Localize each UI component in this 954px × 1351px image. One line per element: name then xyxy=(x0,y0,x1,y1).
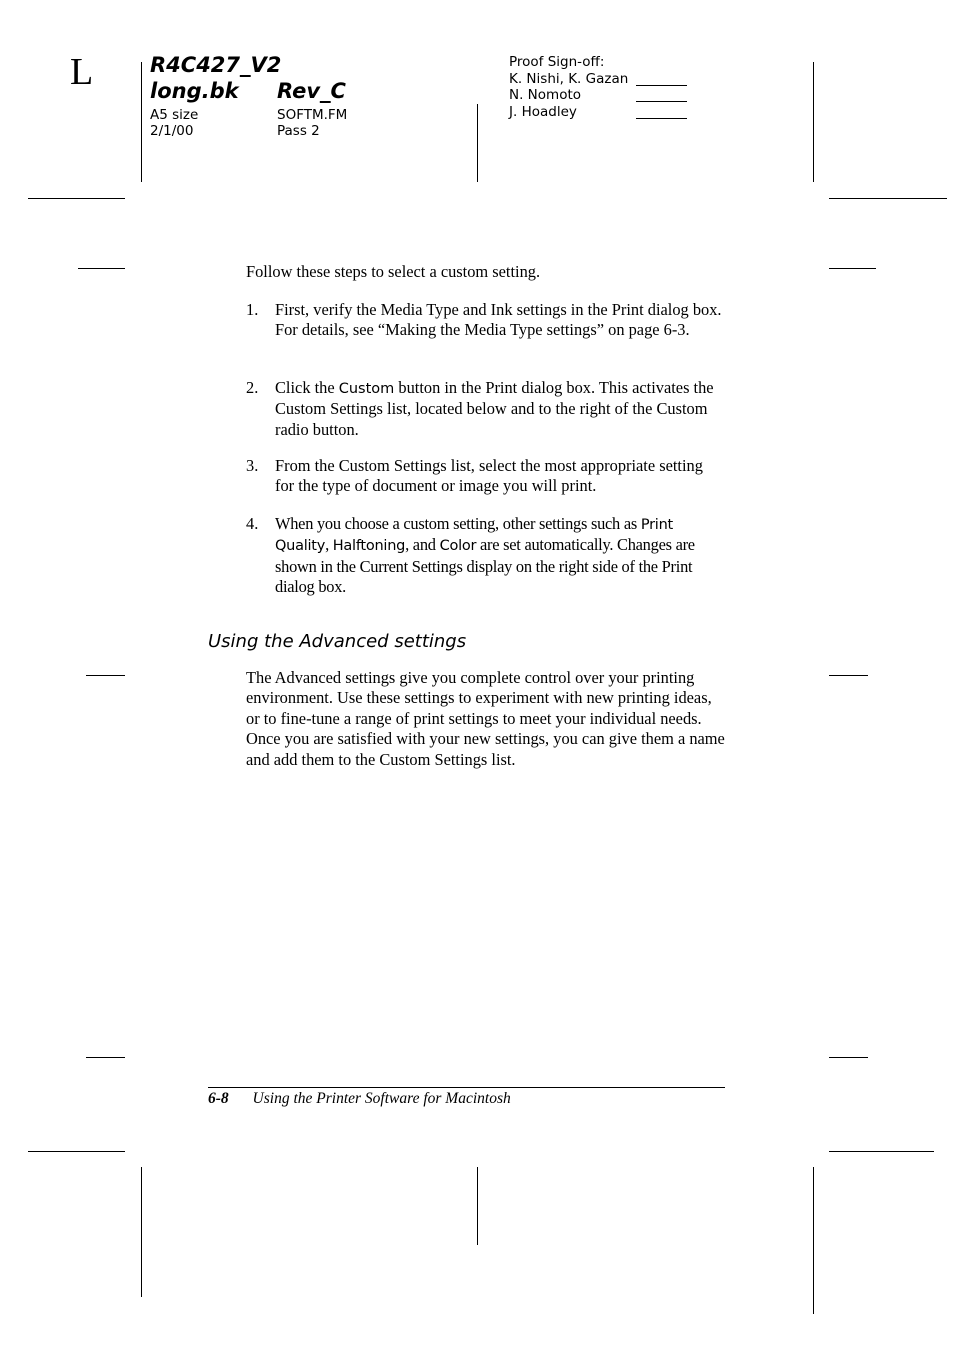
intro-text: Follow these steps to select a custom setting. xyxy=(246,262,541,281)
pass: Pass 2 xyxy=(277,123,320,139)
ui-term-color: Color xyxy=(439,538,477,555)
footer-rule xyxy=(208,1087,725,1088)
step-number: 3. xyxy=(246,456,259,475)
crop-mark xyxy=(829,1151,934,1152)
crop-mark xyxy=(813,62,814,182)
crop-mark xyxy=(141,1167,142,1297)
crop-mark xyxy=(141,62,142,182)
margin-mark xyxy=(829,1057,868,1058)
ui-term-custom: Custom xyxy=(338,381,395,397)
page-number: 6-8 xyxy=(208,1090,229,1107)
file-name: SOFTM.FM xyxy=(277,107,348,123)
step-number: 2. xyxy=(246,378,259,397)
step-4 xyxy=(246,514,726,598)
page-size: A5 size xyxy=(150,107,199,123)
ui-term-print-quality: Print Quality xyxy=(275,517,673,555)
revision: Rev_C xyxy=(277,79,346,103)
margin-mark xyxy=(829,675,868,676)
book-name: long.bk xyxy=(150,79,239,103)
margin-mark xyxy=(78,268,125,269)
proof-title: Proof Sign-off: xyxy=(509,54,605,70)
crop-mark xyxy=(28,1151,125,1152)
date: 2/1/00 xyxy=(150,123,194,139)
crop-mark xyxy=(477,104,478,182)
margin-mark xyxy=(86,1057,125,1058)
signer: K. Nishi, K. Gazan xyxy=(509,71,629,87)
signature-line xyxy=(636,118,687,119)
crop-mark xyxy=(813,1167,814,1314)
doc-id: R4C427_V2 xyxy=(150,53,282,77)
step-text: From the Custom Settings list, select the most appropriate setting for the type of document or image you will print. xyxy=(275,456,703,496)
ui-term-halftoning: Halftoning xyxy=(332,538,406,555)
crop-mark xyxy=(28,198,125,199)
signature-line xyxy=(636,85,687,86)
signer: J. Hoadley xyxy=(509,104,577,120)
chapter-title: Using the Printer Software for Macintosh xyxy=(252,1090,511,1107)
step-text: Click the Custom button in the Print dialog box. This activates the Custom Settings list, located below and to the right of the Custom radio button. xyxy=(275,378,714,439)
step-3 xyxy=(246,456,726,497)
step-text: When you choose a custom setting, other settings such as Print Quality, Halftoning, and Color are set automatically. Changes are shown in the Current Settings display on the right side of the Print dialog box. xyxy=(275,514,695,597)
margin-mark xyxy=(829,268,876,269)
section-heading: Using the Advanced settings xyxy=(208,631,467,652)
step-number: 4. xyxy=(246,514,259,533)
step-2 xyxy=(246,378,726,440)
margin-mark xyxy=(86,675,125,676)
crop-mark xyxy=(477,1167,478,1245)
footer xyxy=(208,1090,511,1108)
step-1 xyxy=(246,300,726,341)
crop-mark xyxy=(829,198,947,199)
signature-line xyxy=(636,101,687,102)
section-paragraph: The Advanced settings give you complete control over your printing environment. Use these settings to experiment with new printing ideas, or to fine-tune a range of print settings to meet your individual needs. Once you are satisfied with your new settings, you can give them a name and add them to the Custom Settings list. xyxy=(246,668,725,769)
signer: N. Nomoto xyxy=(509,87,582,103)
step-text: First, verify the Media Type and Ink settings in the Print dialog box. For details, see “Making the Media Type settings” on page 6-3. xyxy=(275,300,722,340)
step-number: 1. xyxy=(246,300,259,319)
corner-mark: L xyxy=(70,51,94,93)
